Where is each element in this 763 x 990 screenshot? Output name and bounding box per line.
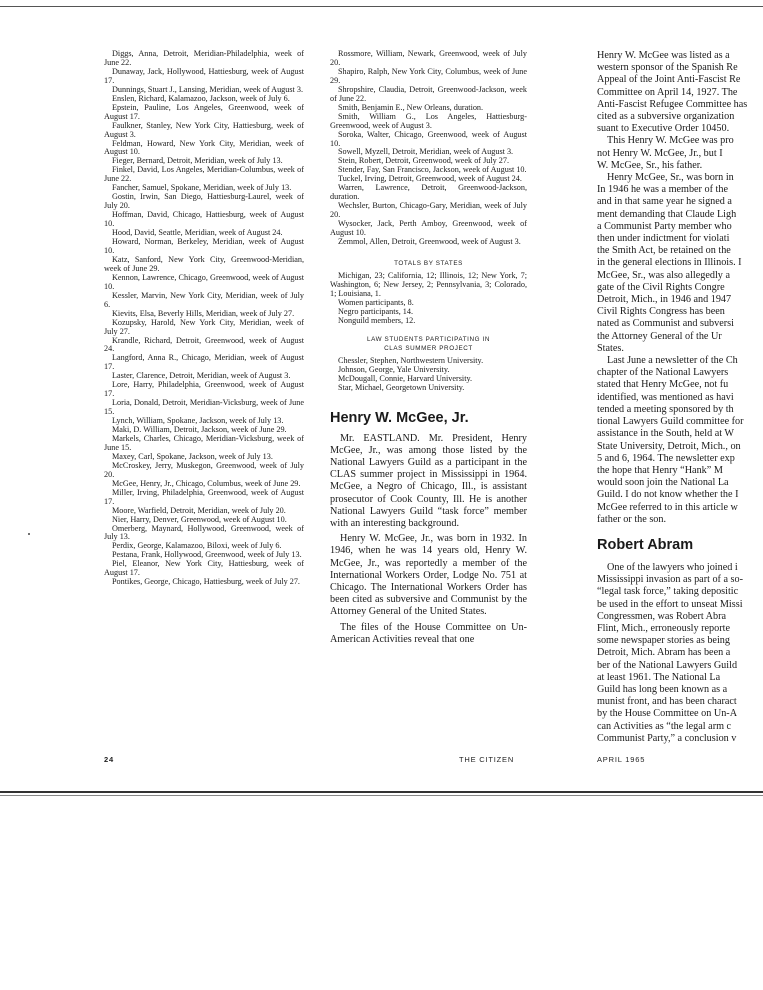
section-title-mcgee: Henry W. McGee, Jr. bbox=[330, 409, 469, 426]
article-line: not Henry W. McGee, Jr., but I bbox=[597, 147, 723, 159]
article-line: and in that same year he signed a bbox=[597, 196, 732, 208]
article-line: gate of the Civil Rights Congre bbox=[597, 281, 725, 293]
participant-entry: Enslen, Richard, Kalamazoo, Jackson, week of July 6. bbox=[112, 93, 290, 103]
margin-mark bbox=[28, 533, 30, 535]
article-line: Detroit, Mich., in 1946 and 1947 bbox=[597, 294, 732, 306]
law-student-entry: McDougall, Connie, Harvard University. bbox=[338, 373, 473, 383]
article-line: Henry W. McGee was listed as a bbox=[597, 50, 730, 61]
article-line: States. bbox=[597, 342, 624, 354]
article-paragraph: The files of the House Committee on Un-American Activities reveal that one bbox=[330, 621, 527, 645]
negro-participants: Negro participants, 14. bbox=[338, 306, 414, 316]
article-line: suant to Executive Order 10450. bbox=[597, 123, 730, 135]
article-column-3 bbox=[597, 50, 763, 745]
article-line: would soon join the National La bbox=[597, 477, 729, 489]
article-paragraph: Henry W. McGee, Jr., was born in 1932. In 1946, when he was 14 years old, Henry W. McGee, Jr., was reportedly a member of the International Workers Order, Lodge No. 751 at Chicago. The International Workers Order has been cited as subversive and Communist by the Attorney General of the United States. bbox=[330, 533, 527, 618]
participant-list-column-2 bbox=[330, 50, 527, 649]
article-line: Anti-Fascist Refugee Committee has bbox=[597, 98, 748, 110]
article-line: chapter of the National Lawyers bbox=[597, 367, 729, 379]
article-line: by the House Committee on Un-A bbox=[597, 708, 738, 720]
article-line: In 1946 he was a member of the bbox=[597, 184, 728, 196]
article-line: State University, Detroit, Mich., on bbox=[597, 440, 741, 452]
participant-entry: Gostin, Irwin, San Diego, Hattiesburg-Laurel, week of July 20. bbox=[104, 192, 304, 211]
article-line: Congressmen, was Robert Abra bbox=[597, 610, 727, 622]
article-line: at least 1961. The National La bbox=[597, 671, 721, 683]
article-line: munist front, and has been charact bbox=[597, 696, 737, 708]
article-line: Mississippi invasion as part of a so- bbox=[597, 574, 744, 586]
women-participants: Women participants, 8. bbox=[338, 297, 414, 307]
article-line: stated that Henry McGee, not fu bbox=[597, 379, 729, 391]
participant-entry: Finkel, David, Los Angeles, Meridian-Columbus, week of June 22. bbox=[104, 165, 304, 184]
article-line: father or the son. bbox=[597, 513, 667, 525]
participant-entry: Piel, Eleanor, New York City, Hattiesburg, week of August 17. bbox=[104, 559, 304, 578]
article-line: Henry McGee, Sr., was born in bbox=[607, 172, 734, 184]
article-line: the hope that Henry “Hank” M bbox=[597, 464, 723, 476]
totals-by-states: Michigan, 23; California, 12; Illinois, 12; New York, 7; Washington, 6; New Jersey, 2; Pennsylvania, 3; Colorado, 1; Louisiana, 1. bbox=[330, 270, 527, 298]
law-student-entry: Star, Michael, Georgetown University. bbox=[338, 382, 465, 392]
issue-date: APRIL 1965 bbox=[597, 755, 646, 764]
article-line: This Henry W. McGee was pro bbox=[607, 135, 734, 147]
participant-entry: Shapiro, Ralph, New York City, Columbus, week of June 29. bbox=[330, 66, 527, 85]
participant-entry: Miller, Irving, Philadelphia, Greenwood, week of August 17. bbox=[104, 487, 304, 506]
nonguild-members: Nonguild members, 12. bbox=[338, 315, 416, 325]
article-line: cited as a subversive organization bbox=[597, 111, 735, 123]
participant-entry: Dunnings, Stuart J., Lansing, Meridian, week of August 3. bbox=[112, 84, 304, 94]
article-line: One of the lawyers who joined i bbox=[607, 561, 738, 573]
participant-entry: Maki, D. William, Detroit, Jackson, week of June 29. bbox=[112, 425, 287, 435]
magazine-name: THE CITIZEN bbox=[459, 755, 515, 764]
article-line: 5 and 6, 1964. The newsletter exp bbox=[597, 452, 735, 464]
participant-entry: Smith, William G., Los Angeles, Hattiesburg-Greenwood, week of August 3. bbox=[330, 111, 527, 130]
bottom-rule bbox=[0, 791, 763, 793]
participant-entry: Kievits, Elsa, Beverly Hills, Meridian, week of July 27. bbox=[112, 308, 295, 318]
section-title-abram: Robert Abram bbox=[597, 536, 694, 553]
article-line: the Attorney General of the Ur bbox=[597, 330, 722, 342]
article-line: Flint, Mich., erroneously reporte bbox=[597, 622, 730, 634]
participant-entry: Pontikes, George, Chicago, Hattiesburg, week of July 27. bbox=[112, 577, 300, 587]
participant-entry: Katz, Sanford, New York City, Greenwood-Meridian, week of June 29. bbox=[104, 254, 304, 273]
participant-entry: Krandle, Richard, Detroit, Greenwood, week of August 24. bbox=[104, 335, 304, 354]
law-student-entry: Johnson, George, Yale University. bbox=[338, 364, 450, 374]
participant-entry: Perdix, George, Kalamazoo, Biloxi, week of July 6. bbox=[112, 541, 282, 551]
participant-entry: Markels, Charles, Chicago, Meridian-Vicksburg, week of June 15. bbox=[104, 433, 304, 452]
article-line: W. McGee, Sr., his father. bbox=[597, 159, 703, 171]
participant-entry: Stender, Fay, San Francisco, Jackson, week of August 10. bbox=[338, 165, 527, 175]
participant-entry: Loria, Donald, Detroit, Meridian-Vicksburg, week of June 15. bbox=[104, 398, 304, 417]
mcgee-article-continued bbox=[597, 50, 763, 526]
participant-entry: Hood, David, Seattle, Meridian, week of August 24. bbox=[112, 228, 283, 238]
top-rule bbox=[0, 6, 763, 7]
participant-entry: Kessler, Marvin, New York City, Meridian, week of July 6. bbox=[104, 290, 304, 309]
participant-entry: Dunaway, Jack, Hollywood, Hattiesburg, week of August 17. bbox=[104, 66, 304, 85]
article-line: can Activities as “the legal arm c bbox=[597, 720, 732, 732]
participant-entry: Feldman, Howard, New York City, Meridian, week of August 10. bbox=[104, 138, 304, 157]
article-line: Last June a newsletter of the Ch bbox=[607, 355, 738, 367]
participant-entry: Langford, Anna R., Chicago, Meridian, week of August 17. bbox=[104, 353, 304, 372]
participant-entry: Lore, Harry, Philadelphia, Greenwood, week of August 17. bbox=[104, 380, 304, 399]
law-students-list bbox=[330, 357, 527, 393]
article-line: tended a meeting sponsored by th bbox=[597, 403, 734, 415]
article-line: McGee, Sr., was also allegedly a bbox=[597, 269, 730, 281]
participant-list-column-1 bbox=[104, 50, 304, 587]
participant-entry: Sowell, Myzell, Detroit, Meridian, week of August 3. bbox=[338, 147, 514, 157]
participant-entry: Smith, Benjamin E., New Orleans, duration. bbox=[338, 102, 484, 112]
participant-entry: Kennon, Lawrence, Chicago, Greenwood, week of August 10. bbox=[104, 272, 304, 291]
participant-entry: Hoffman, David, Chicago, Hattiesburg, week of August 10. bbox=[104, 210, 304, 229]
participant-entry: Omerberg, Maynard, Hollywood, Greenwood, week of July 13. bbox=[104, 523, 304, 542]
participant-entry: Fieger, Bernard, Detroit, Meridian, week of July 13. bbox=[112, 156, 283, 166]
participant-entry: Fancher, Samuel, Spokane, Meridian, week of July 13. bbox=[112, 183, 292, 193]
law-students-heading: LAW STUDENTS PARTICIPATING IN CLAS SUMMER PROJECT bbox=[366, 335, 491, 352]
participant-entry: Tuckel, Irving, Detroit, Greenwood, week of August 24. bbox=[338, 174, 522, 184]
article-line: identified, was mentioned as havi bbox=[597, 391, 734, 403]
article-line: some newspaper stories as being bbox=[597, 635, 730, 647]
mcgee-article-body bbox=[330, 433, 527, 646]
participant-entry: Faulkner, Stanley, New York City, Hattiesburg, week of August 3. bbox=[104, 120, 304, 139]
article-line: Guild. I do not know whether the I bbox=[597, 489, 739, 501]
article-paragraph: Mr. EASTLAND. Mr. President, Henry McGee, Jr., was among those listed by the National Lawyers Guild as a participant in the CLAS summer project in Mississippi in 1964. McGee, a Negro of Chicago, Ill., is assistant prosecutor of Cook County, Ill. He is another National Lawyers Guild “task force” member with an interesting background. bbox=[330, 432, 527, 529]
participant-entry: Stein, Robert, Detroit, Greenwood, week of July 27. bbox=[338, 156, 509, 166]
abram-article-body bbox=[597, 562, 763, 745]
participant-entry: McGee, Henry, Jr., Chicago, Columbus, week of June 29. bbox=[112, 478, 301, 488]
participant-entry: Lynch, William, Spokane, Jackson, week of July 13. bbox=[112, 416, 284, 426]
participant-list-continued bbox=[330, 50, 527, 247]
participant-entry: Kozupsky, Harold, New York City, Meridian, week of July 27. bbox=[104, 317, 304, 336]
law-student-entry: Chessler, Stephen, Northwestern University. bbox=[338, 355, 484, 365]
article-line: Guild has long been known as a bbox=[597, 683, 728, 695]
totals-heading: TOTALS BY STATES bbox=[394, 259, 463, 267]
bottom-rule-thin bbox=[0, 795, 763, 796]
participant-entry: Wysocker, Jack, Perth Amboy, Greenwood, week of August 10. bbox=[330, 219, 527, 238]
article-line: “legal task force,” taking depositic bbox=[597, 586, 739, 598]
participant-entry: Diggs, Anna, Detroit, Meridian-Philadelphia, week of June 22. bbox=[104, 49, 304, 67]
article-line: Communist Party,” a conclusion v bbox=[597, 732, 737, 744]
article-line: Committee on April 14, 1927. The bbox=[597, 86, 738, 98]
participant-entry: Zemmol, Allen, Detroit, Greenwood, week of August 3. bbox=[338, 237, 521, 247]
article-line: Civil Rights Congress has been bbox=[597, 306, 725, 318]
participant-entry: Wechsler, Burton, Chicago-Gary, Meridian, week of July 20. bbox=[330, 201, 527, 220]
participant-entry: Pestana, Frank, Hollywood, Greenwood, week of July 13. bbox=[112, 550, 302, 560]
article-line: then under indictment for violati bbox=[597, 233, 730, 245]
page-number: 24 bbox=[104, 755, 114, 764]
article-line: the Smith Act, be retained on the bbox=[597, 245, 731, 257]
participant-entry: Laster, Clarence, Detroit, Meridian, week of August 3. bbox=[112, 371, 291, 381]
article-line: tional Lawyers Guild committee for bbox=[597, 416, 744, 428]
article-line: Appeal of the Joint Anti-Fascist Re bbox=[597, 74, 741, 86]
article-line: Detroit, Mich. Abram has been a bbox=[597, 647, 731, 659]
participant-entry: Soroka, Walter, Chicago, Greenwood, week of August 10. bbox=[330, 129, 527, 148]
article-line: a Communist Party member who bbox=[597, 220, 732, 232]
article-line: assistance in the South, held at W bbox=[597, 428, 735, 440]
participant-entry: Rossmore, William, Newark, Greenwood, week of July 20. bbox=[330, 49, 527, 67]
participant-entry: Shropshire, Claudia, Detroit, Greenwood-Jackson, week of June 22. bbox=[330, 84, 527, 103]
article-line: in the general elections in Illinois. I bbox=[597, 257, 742, 269]
participant-entry: Warren, Lawrence, Detroit, Greenwood-Jackson, duration. bbox=[330, 183, 527, 202]
article-line: nated as Communist and subversi bbox=[597, 318, 734, 330]
article-line: ment demanding that Claude Ligh bbox=[597, 208, 737, 220]
participant-entry: Maxey, Carl, Spokane, Jackson, week of July 13. bbox=[112, 451, 273, 461]
participant-entry: Epstein, Pauline, Los Angeles, Greenwood, week of August 17. bbox=[104, 102, 304, 121]
article-line: be used in the effort to unseat Missi bbox=[597, 598, 743, 610]
participant-entry: Nier, Harry, Denver, Greenwood, week of August 10. bbox=[112, 514, 287, 524]
article-line: western sponsor of the Spanish Re bbox=[597, 62, 738, 74]
article-line: ber of the National Lawyers Guild bbox=[597, 659, 738, 671]
participant-entry: Moore, Warfield, Detroit, Meridian, week of July 20. bbox=[112, 505, 286, 515]
participant-entry: Howard, Norman, Berkeley, Meridian, week of August 10. bbox=[104, 237, 304, 255]
participant-entry: McCroskey, Jerry, Muskegon, Greenwood, week of July 20. bbox=[104, 460, 304, 479]
article-line: McGee referred to in this article w bbox=[597, 501, 738, 513]
